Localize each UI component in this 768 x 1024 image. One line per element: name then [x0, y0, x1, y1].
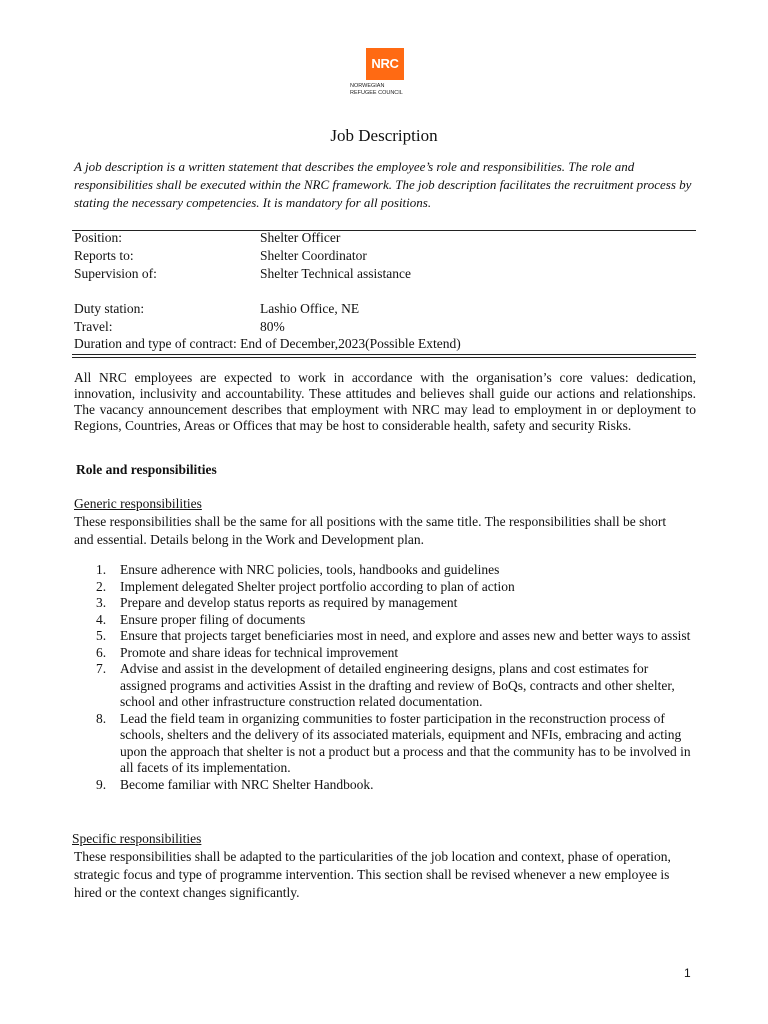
logo-line-2: REFUGEE COUNCIL: [350, 89, 403, 96]
info-label: Supervision of:: [74, 266, 157, 281]
info-label: Reports to:: [74, 248, 134, 263]
info-value: Shelter Coordinator: [260, 248, 367, 263]
specific-paragraph: These responsibilities shall be adapted to the particularities of the job location and context, phase of operation, strategic focus and type of programme intervention. This section shall be revised whenever a new employee is hired or the context changes significantly.: [74, 849, 671, 900]
list-item: 1. Ensure adherence with NRC policies, tools, handbooks and guidelines: [96, 562, 500, 577]
generic-paragraph: These responsibilities shall be the same for all positions with the same title. The responsibilities shall be short and essential. Details belong in the Work and Development plan.: [74, 514, 667, 547]
list-item: 5. Ensure that projects target beneficiaries most in need, and explore and asses new and better ways to assist: [96, 628, 691, 643]
generic-responsibilities-list: [96, 562, 694, 793]
generic-heading: Generic responsibilities: [74, 496, 202, 511]
list-item-text: Advise and assist in the development of detailed engineering designs, plans and cost estimates for assigned programs and activities Assist in the drafting and review of BoQs, contracts and other shelter, school and other infrastructure construction related documentation.: [120, 661, 675, 709]
list-item: 7. Advise and assist in the development of detailed engineering designs, plans and cost estimates for assigned programs and activities Assist in the drafting and review of BoQs, contracts and other shelter, school and other infrastructure construction related documentation.: [96, 661, 675, 709]
divider-top: [72, 230, 696, 231]
list-item-text: Prepare and develop status reports as required by management: [120, 595, 458, 610]
list-item-text: Promote and share ideas for technical improvement: [120, 644, 399, 660]
info-label: Travel:: [74, 319, 113, 334]
intro-paragraph: A job description is a written statement that describes the employee’s role and responsibilities. The role and responsibilities shall be executed within the NRC framework. The job description facilitates the recruitment process by stating the necessary competencies. It is mandatory for all positions.: [74, 159, 692, 210]
info-row-contract: Duration and type of contract: End of December,2023(Possible Extend): [74, 336, 461, 351]
nrc-logo-mark: NRC: [366, 48, 404, 80]
core-values-paragraph: All NRC employees are expected to work in accordance with the organisation’s core values: dedication, innovation, inclusivity and accountability. These attitudes and believes shall guide our actions and relationships. The vacancy announcement describes that employment with NRC may lead to employment in or deployment to Regions, Countries, Areas or Offices that may be host to considerable health, safety and security Risks.: [74, 370, 696, 433]
nrc-logo-text: [348, 83, 428, 96]
list-item: 2. Implement delegated Shelter project portfolio according to plan of action: [96, 578, 515, 594]
list-item: 8. Lead the field team in organizing communities to foster participation in the reconstruction process of schools, shelters and the delivery of its associated materials, equipment and NFIs, embracing and acting upon the approach that shelter is not a product but a process and that the community has to be involved in all facets of its implementation.: [96, 710, 691, 775]
info-value: 80%: [260, 319, 285, 334]
page-title: Job Description: [330, 126, 438, 145]
list-item-text: Become familiar with NRC Shelter Handbook.: [120, 776, 374, 792]
divider-bottom: [72, 354, 696, 358]
role-heading: Role and responsibilities: [76, 462, 217, 477]
logo-line-1: NORWEGIAN: [350, 83, 385, 89]
list-item-text: Ensure proper filing of documents: [120, 611, 306, 627]
page-number: 1: [684, 966, 691, 980]
list-item: 4. Ensure proper filing of documents: [96, 611, 306, 627]
info-value: Lashio Office, NE: [260, 301, 360, 316]
nrc-logo: [348, 48, 428, 96]
info-label: Position:: [74, 230, 123, 245]
specific-heading: Specific responsibilities: [72, 831, 202, 846]
list-item: 6. Promote and share ideas for technical improvement: [96, 644, 399, 660]
list-item-text: Ensure that projects target beneficiaries most in need, and explore and asses new and better ways to assist: [120, 628, 691, 643]
list-item-text: Lead the field team in organizing communities to foster participation in the reconstruction process of schools, shelters and the delivery of its associated materials, equipment and NFIs, embracing and acting upon the approach that shelter is not a product but a process and that the community has to be involved in all facets of its implementation.: [120, 710, 691, 775]
info-value: Shelter Technical assistance: [260, 266, 411, 281]
list-item: 9. Become familiar with NRC Shelter Handbook.: [96, 776, 374, 792]
list-item-text: Implement delegated Shelter project portfolio according to plan of action: [120, 578, 515, 594]
info-label: Duty station:: [74, 301, 145, 316]
list-item: 3. Prepare and develop status reports as required by management: [96, 595, 458, 610]
info-value: Shelter Officer: [260, 230, 341, 245]
list-item-text: Ensure adherence with NRC policies, tools, handbooks and guidelines: [120, 562, 500, 577]
